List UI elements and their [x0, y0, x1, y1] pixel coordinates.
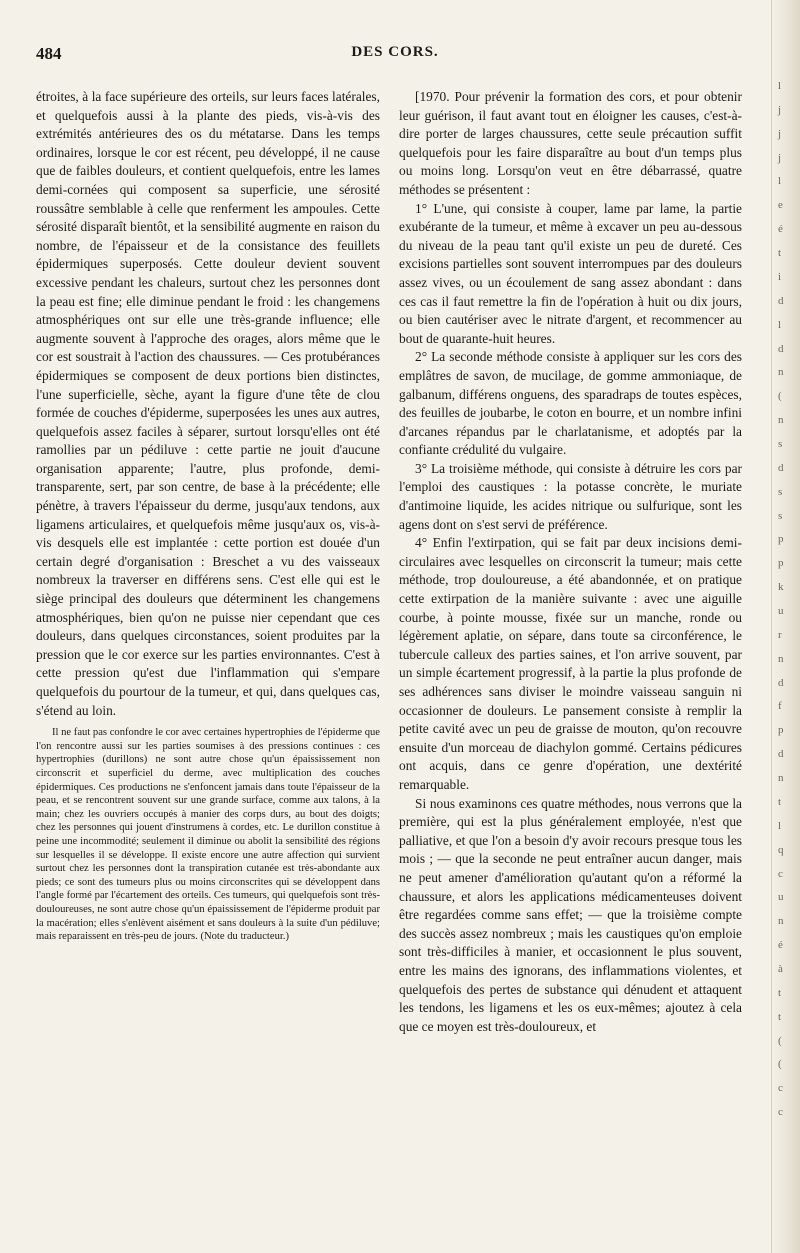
bleed-letter: é: [778, 223, 783, 235]
bleed-letter: n: [778, 653, 784, 665]
bleed-letter: u: [778, 605, 784, 617]
bleed-letter: p: [778, 557, 784, 569]
bleed-letter: f: [778, 700, 782, 712]
bleed-letter: n: [778, 772, 784, 784]
footnote-text: Il ne faut pas confondre le cor avec certaines hypertrophies de l'épiderme que l'on rencontre aussi sur les parties soumises à des pressions continues : ces hypertrophies (durillons) ne sont autre chose qu'un épaississement non circonscrit et superficiel du derme, avec multiplication des couches épidermiques. Ces productions ne s'enfoncent jamais dans toute l'épaisseur de la peau, et se rencontrent souvent sur une grande surface, comme aux talons, à la main; chez les ouvriers occupés à manier des corps durs, au bout des doigts; chez les personnes qui jouent d'instrumens à cordes, etc. Le durillon constitue à peine une incommodité; seulement il diminue ou abolit la sensibilité des régions sur lesquelles il se développe. Il existe encore une autre affection qui survient surtout chez les personnes dont la transpiration cutanée est très-abondante aux pieds; ce sont des tumeurs plus ou moins circonscrites qui se développent dans l'angle formé par l'écartement des orteils. Ces tumeurs, qui quelquefois sont très-douloureuses, ne sont autre chose qu'un épaississement de l'épiderme produit par la macération; elles s'enlèvent aisément et sans douleurs à la suite d'un pédiluve; mais reparaissent en très-peu de jours. (Note du traducteur.): [36, 727, 380, 943]
bleed-letter: i: [778, 271, 782, 283]
bleed-letter: r: [778, 629, 782, 641]
bleed-letter: s: [778, 486, 783, 498]
facing-page-edge: [771, 0, 800, 1253]
bleed-letter: j: [778, 128, 782, 140]
bleed-letter: d: [778, 748, 784, 760]
translator-footnote: [36, 726, 380, 944]
bleed-letter: c: [778, 1106, 783, 1118]
bleed-letter: n: [778, 366, 784, 378]
left-column: [36, 88, 380, 944]
bleed-letter: j: [778, 152, 782, 164]
bleed-letter: d: [778, 295, 784, 307]
bleed-letter: s: [778, 438, 783, 450]
right-paragraph-6: Si nous examinons ces quatre méthodes, nous verrons que la première, qui est la plus généralement employée, n'est que palliative, et que l'on a besoin d'y avoir recours presque tous les mois ; — que la seconde ne peut entraîner aucun danger, mais ne peut amener d'amélioration qu'autant qu'on a réformé la chaussure, et alors les applications médicamenteuses doivent être regardées comme sans effet; — que la troisième compte des succès assez nombreux ; mais les caustiques qu'on emploie sont très-difficiles à manier, et occasionnent le plus souvent, entre les mains des ignorans, des inflammations violentes, et quelquefois des pertes de substance qui dénudent et attaquent les tendons, les ligamens et les os eux-mêmes; ajoutez à cela que ce moyen est très-douloureux, et: [399, 795, 742, 1034]
bleed-letter: l: [778, 175, 782, 187]
page-number: 484: [36, 44, 62, 63]
bleed-letter: t: [778, 247, 782, 259]
bleed-letter: s: [778, 510, 783, 522]
bleed-letter: c: [778, 1082, 783, 1094]
bleed-letter: (: [778, 1058, 782, 1070]
bleed-letter: t: [778, 796, 782, 808]
running-head: DES CORS.: [351, 44, 439, 60]
bleed-letter: c: [778, 868, 783, 880]
bleed-letter: (: [778, 1035, 782, 1047]
bleed-letter: n: [778, 915, 784, 927]
bleed-letter: l: [778, 319, 782, 331]
bleed-letter: l: [778, 80, 782, 92]
right-paragraph-5: 4° Enfin l'extirpation, qui se fait par deux incisions demi-circulaires avec lesquelles on circonscrit la tumeur; mais cette méthode, trop douloureuse, a été abandonnée, et on pratique cette extirpation de la manière suivante : avec une aiguille courbe, à pointe mousse, fixée sur un manche, ronde ou légèrement aplatie, on sépare, dans toute sa circonférence, le tubercule calleux des parties saines, et l'on arrive souvent, par un simple écartement progressif, à la partie la plus profonde de ses adhérences sans diviser le moindre vaisseau sanguin ni occasionner de douleurs. Le pansement consiste à remplir la petite cavité avec un peu de graisse de mouton, qu'on recouvre ensuite d'un morceau de diachylon gommé. Certains pédicures ont acquis, dans ce genre d'opération, une dextérité remarquable.: [399, 535, 742, 792]
bleed-letter: d: [778, 462, 784, 474]
bleed-letter: p: [778, 724, 784, 736]
left-paragraph-1: étroites, à la face supérieure des orteils, sur leurs faces latérales, et quelquefois aussi à la plante des pieds, vis-à-vis des extrémités antérieures des os du métatarse. Dans les temps ordinaires, lorsque le cor est récent, peu développé, il ne cause que de faibles douleurs, et contient quelquefois, entre les lames demi-cornées qui composent sa superficie, une sérosité roussâtre semblable à celle que renferment les ampoules. Cette sérosité disparaît bientôt, et la sensibilité augmente en raison du nombre, de l'épaisseur et de la consistance des feuillets épidermiques superposés. Cette douleur devient souvent excessive pendant les chaleurs, surtout chez les personnes dont la peau est fine; elle diminue pendant le froid : les changemens atmosphériques ont sur elle une très-grande influence; elle augmente souvent à l'approche des orages, alors même que le cor est soustrait à l'action des chaussures. — Ces protubérances épidermiques se composent de deux portions bien distinctes, l'une superficielle, sèche, ayant la figure d'une tête de clou formée de couches d'épiderme, superposées les unes aux autres, quelquefois assez faciles à séparer, surtout lorsqu'elles ont été ramollies par un pédiluve : cette partie ne jouit d'aucune organisation apparente; l'autre, plus profonde, demi-transparente, sert, par son centre, de base à la précédente; elle pénètre, à travers l'épaisseur du derme, jusqu'aux tendons, aux ligamens articulaires, et quelquefois même jusqu'aux os, vis-à-vis desquels elle est implantée : cette portion est douée d'un certain degré d'organisation : Breschet a vu des vaisseaux nombreux la traverser en différens sens. C'est elle qui est le siège principal des douleurs que déterminent les changemens atmosphériques, bien qu'on ne puisse nier cependant que ces douleurs, dans quelques circonstances, soient produites par la pression que le cor exerce sur les parties environnantes. C'est à cette pression qu'est due l'inflammation qui s'empare quelquefois du pourtour de la tumeur, et qui, dans quelques cas, s'étend au loin.: [36, 89, 380, 718]
right-column: [399, 88, 742, 1036]
bleed-letter: q: [778, 844, 784, 856]
bleed-letter: d: [778, 677, 784, 689]
bleed-letter: t: [778, 987, 782, 999]
right-paragraph-2: 1° L'une, qui consiste à couper, lame par lame, la partie exubérante de la tumeur, et même à excaver un peu au-dessous du niveau de la peau tant qu'il existe un peu de dureté. Ces excisions partielles sont souvent interrompues par des douleurs assez vives, ou un écoulement de sang assez abondant : dans ces cas il faut remettre la fin de l'opération à huit ou dix jours, ou bien cautériser avec le nitrate d'argent, et recommencer au bout de quarante-huit heures.: [399, 200, 742, 346]
bleed-letter: d: [778, 343, 784, 355]
bleed-letter: t: [778, 1011, 782, 1023]
bleed-letter: e: [778, 199, 783, 211]
right-paragraph-3: 2° La seconde méthode consiste à appliquer sur les cors des emplâtres de savon, de mucilage, de gomme ammoniaque, de galbanum, différens onguens, des sparadraps de toutes espèces, des feuilles de joubarbe, le coton en bourre, et un nombre infini d'arcanes répandus par le charlatanisme, et adoptés par la confiante crédulité du vulgaire.: [399, 349, 742, 458]
right-paragraph-1: [1970. Pour prévenir la formation des cors, et pour obtenir leur guérison, il faut avant tout en éloigner les causes, c'est-à-dire porter de larges chaussures, cette seule précaution suffit quelquefois pour les faire disparaître au bout d'un temps plus ou moins long. Lorsqu'on veut en être débarrassé, quatre méthodes se présentent :: [399, 89, 742, 197]
bleed-letter: k: [778, 581, 784, 593]
bleed-letter: p: [778, 533, 784, 545]
bleed-letter: l: [778, 820, 782, 832]
page-header: [36, 44, 754, 68]
bleed-letter: u: [778, 891, 784, 903]
bleed-letter: (: [778, 390, 782, 402]
bleed-letter: é: [778, 939, 783, 951]
right-paragraph-4: 3° La troisième méthode, qui consiste à détruire les cors par l'emploi des caustiques : la potasse concrète, le muriate d'antimoine liquide, les acides nitrique ou sulfurique, sont les agens dont on s'est servi de préférence.: [399, 460, 742, 532]
bleed-letter: à: [778, 963, 783, 975]
bleed-letter: n: [778, 414, 784, 426]
bleed-letter: j: [778, 104, 782, 116]
